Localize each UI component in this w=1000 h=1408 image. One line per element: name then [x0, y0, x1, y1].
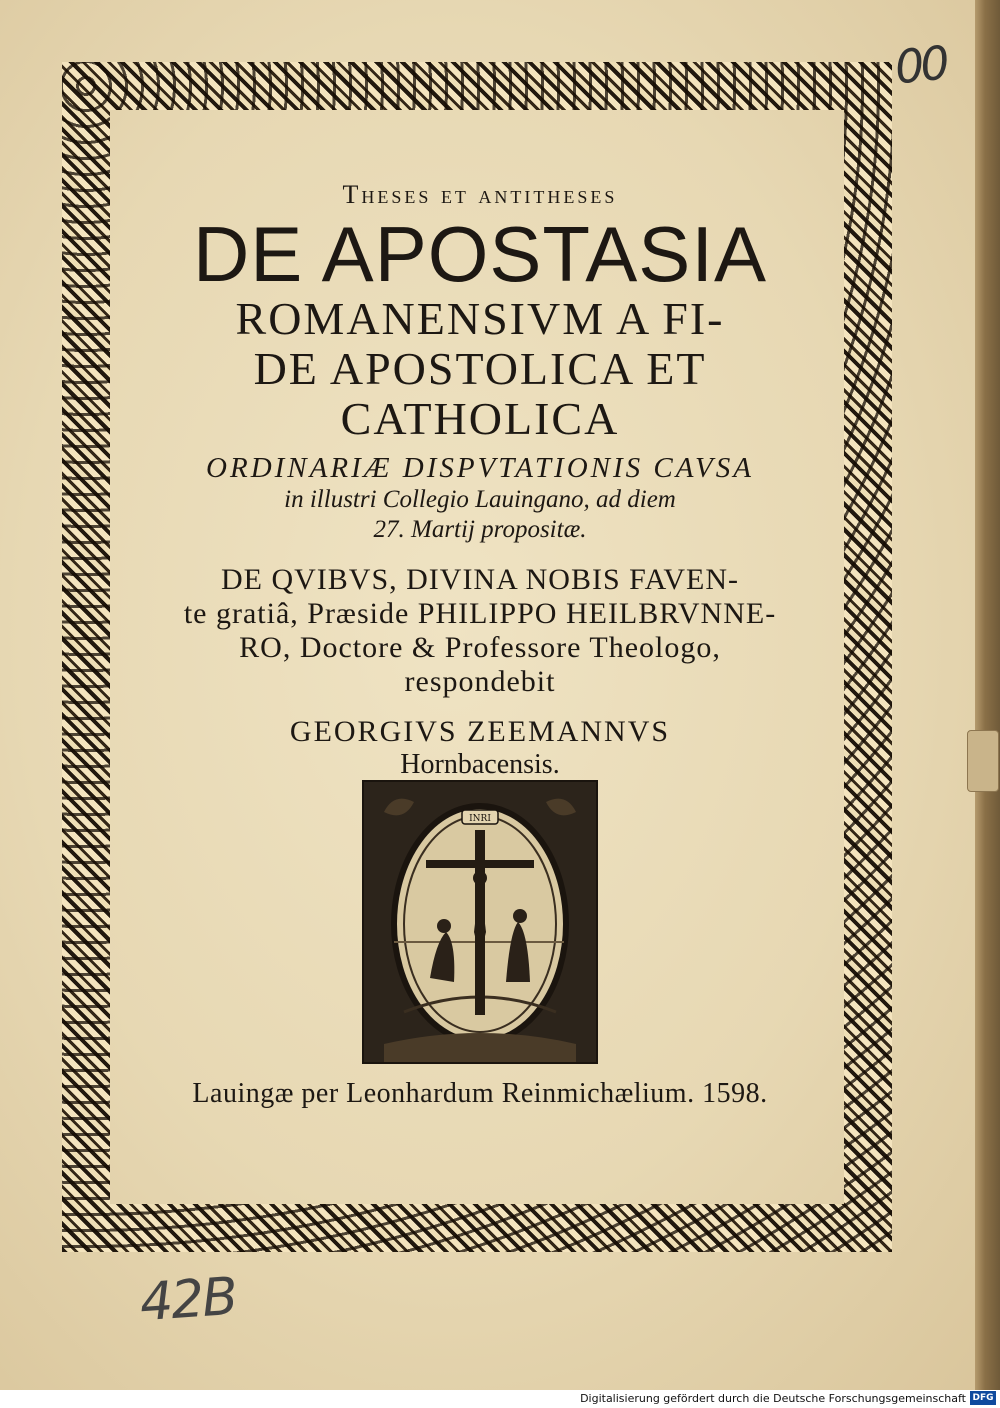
dfg-logo-icon: DFG: [970, 1391, 996, 1405]
funding-credit: Digitalisierung gefördert durch die Deutsche Forschungsgemeinschaft: [580, 1392, 966, 1405]
book-edge: [975, 0, 1000, 1390]
shelf-mark-bottom: 42B: [138, 1266, 238, 1334]
page-clip: [967, 730, 999, 792]
imprint-line: Lauingæ per Leonhardum Reinmichælium. 1598.: [192, 1078, 768, 1109]
digitization-footer: [0, 1390, 1000, 1408]
title-line-4: CATHOLICA: [340, 393, 620, 444]
body-line-2: te gratiâ, Præside PHILIPPO HEILBRVNNE-: [183, 597, 777, 630]
woodcut-illustration: [364, 782, 596, 1062]
occasion-line-2: in illustri Collegio Lauingano, ad diem: [284, 486, 676, 513]
body-line-3: RO, Doctore & Professore Theologo,: [239, 631, 721, 664]
crucifixion-woodcut: [362, 780, 598, 1064]
title-page-text: [130, 180, 830, 781]
occasion-heading: ORDINARIÆ DISPVTATIONIS CAVSA: [206, 452, 754, 484]
shelf-mark-top: 00: [892, 35, 949, 95]
respondent-name: GEORGIVS ZEEMANNVS: [289, 715, 671, 748]
body-line-4: respondebit: [404, 665, 556, 698]
main-title: DE APOSTASIA: [192, 210, 768, 298]
title-line-3: DE APOSTOLICA ET: [253, 343, 707, 394]
respondent-place: Hornbacensis.: [400, 749, 560, 780]
titulus-inscription: INRI: [469, 814, 491, 824]
body-line-1: DE QVIBVS, DIVINA NOBIS FAVEN-: [220, 563, 740, 596]
occasion-line-3: 27. Martij propositæ.: [373, 516, 587, 543]
subtitle-theses: Theses et antitheses: [342, 180, 618, 209]
title-line-2: ROMANENSIVM A FI-: [235, 293, 725, 344]
